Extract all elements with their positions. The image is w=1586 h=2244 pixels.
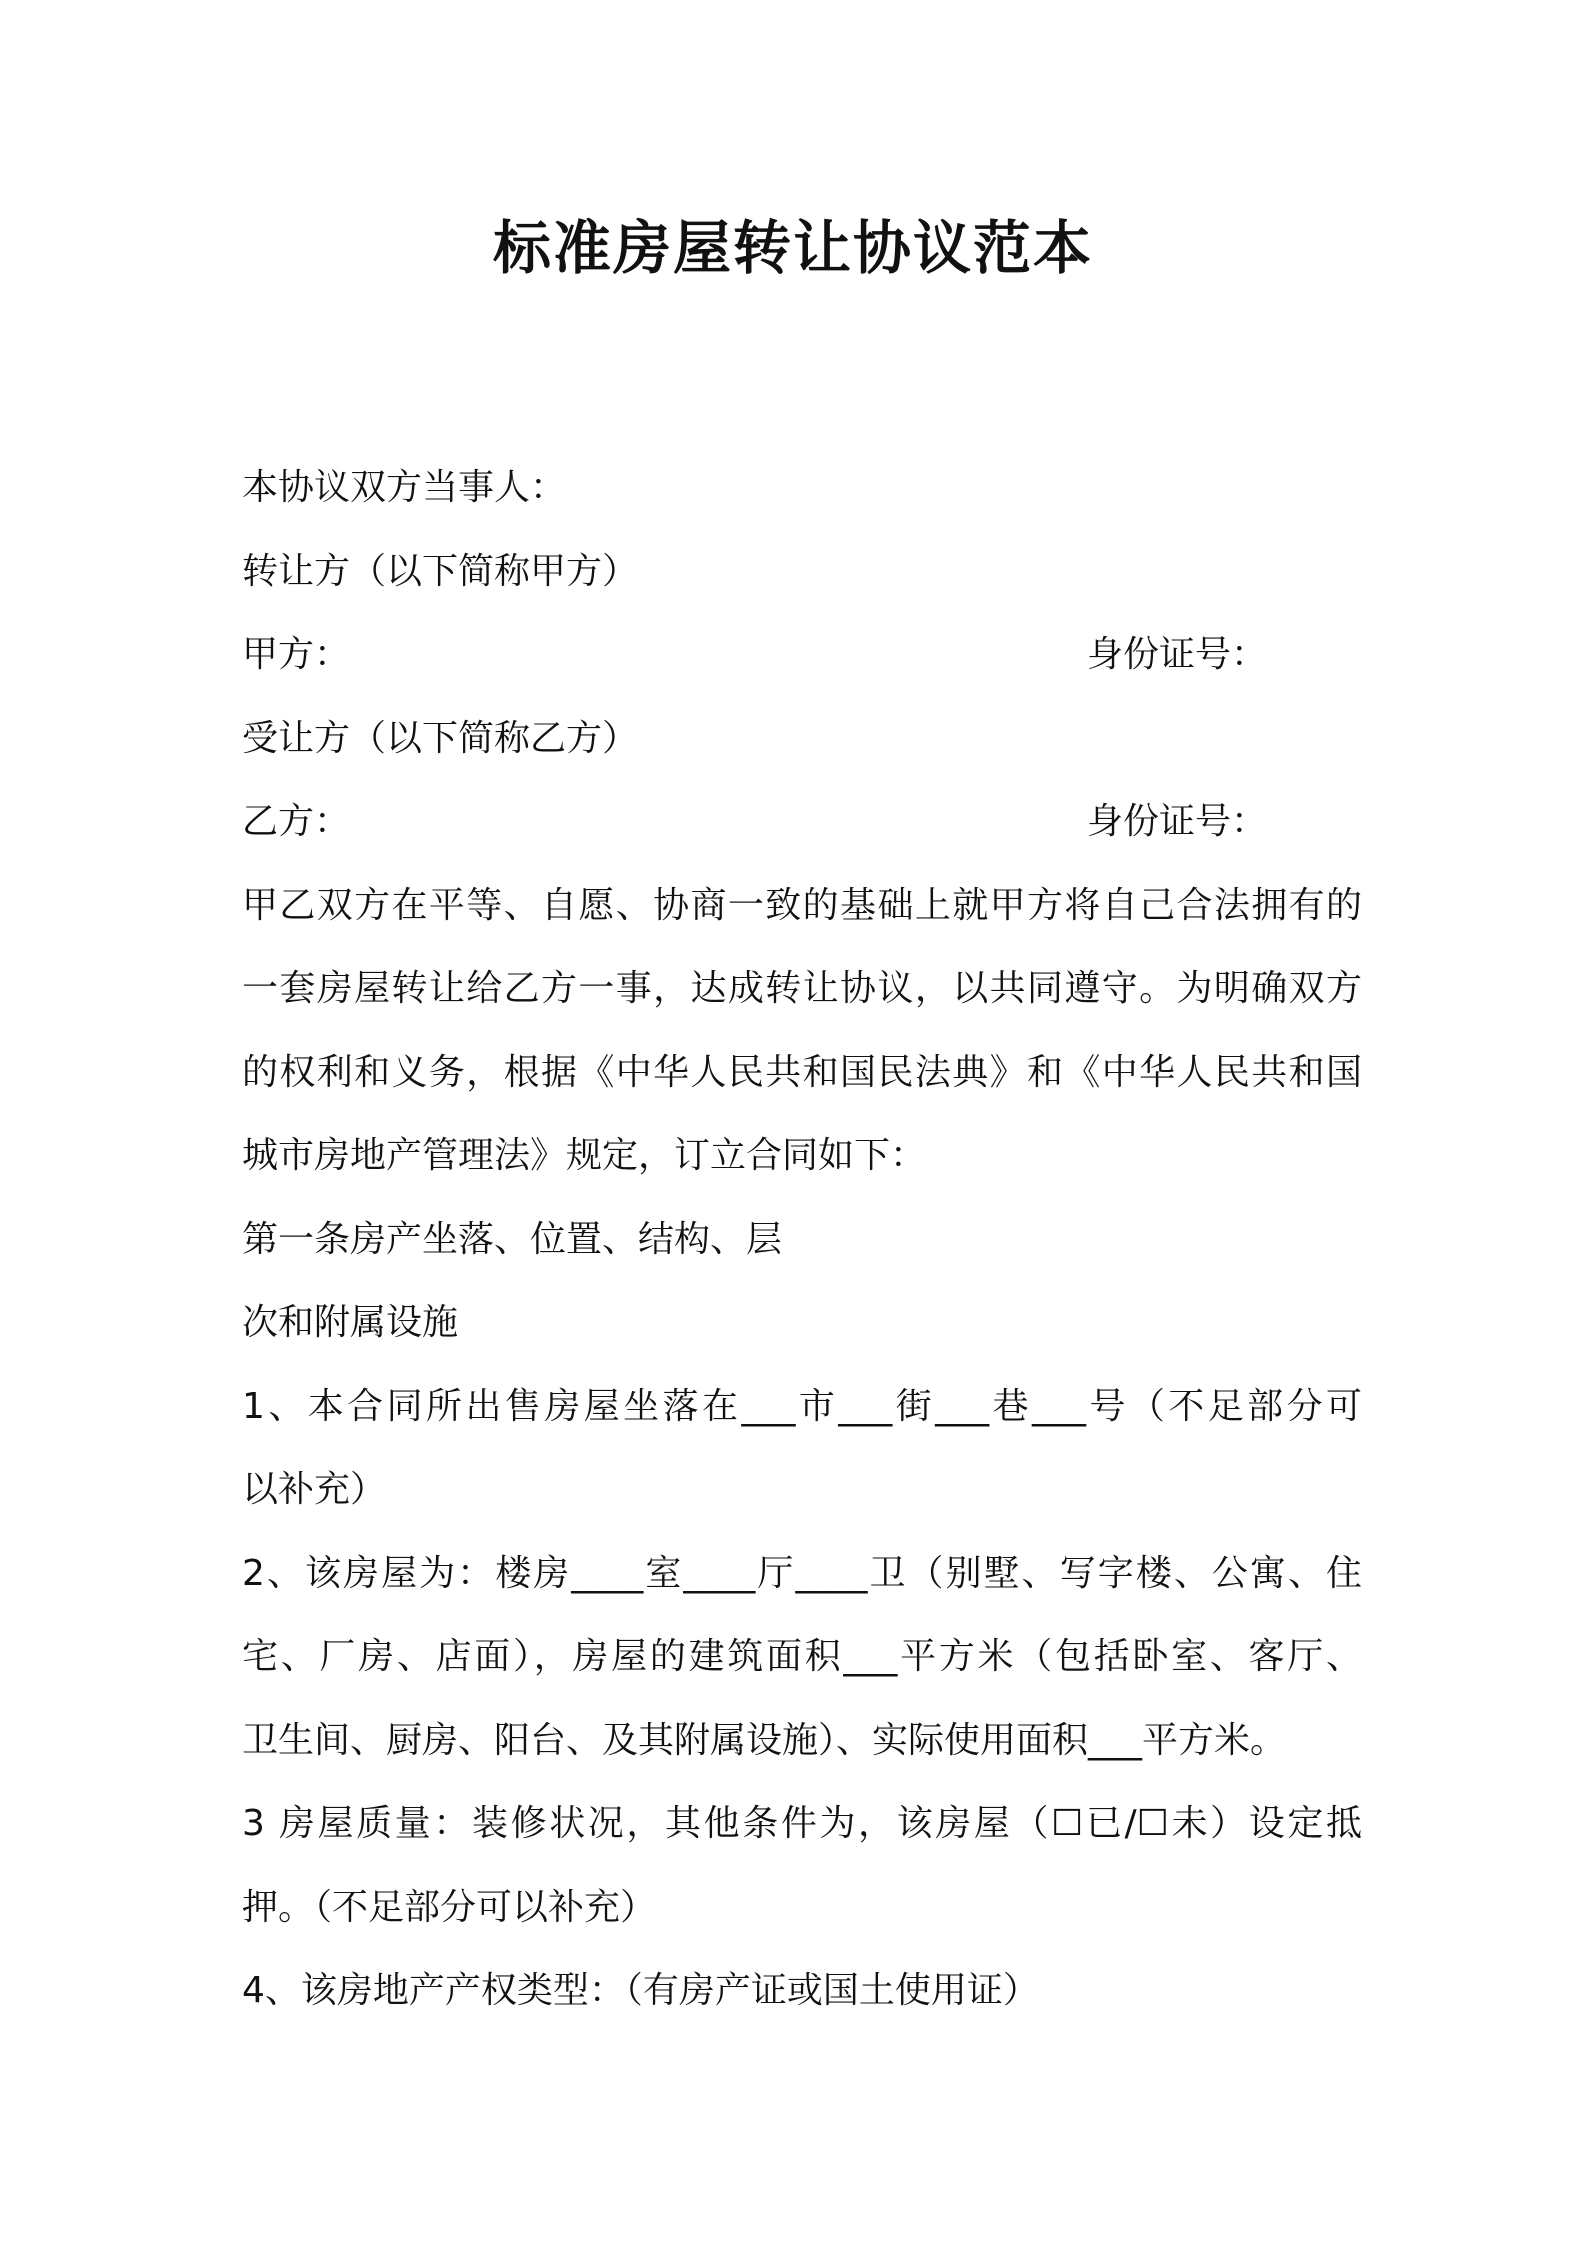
preamble-line-1: 甲乙双方在平等、自愿、协商一致的基础上就甲方将自己合法拥有的: [242, 884, 1362, 926]
item2-line-2: 宅、厂房、店面），房屋的建筑面积___平方米（包括卧室、客厅、: [242, 1636, 1362, 1677]
party-a-id-label: 身份证号：: [1087, 634, 1268, 675]
item2-line-3: 卫生间、厨房、阳台、及其附属设施）、实际使用面积___平方米。: [242, 1719, 1287, 1761]
preamble-line-3: 的权利和义务，根据《中华人民共和国民法典》和《中华人民共和国: [242, 1051, 1362, 1093]
article1-heading-line-1: 第一条房产坐落、位置、结构、层: [242, 1218, 783, 1260]
item4-line-1: 4、该房地产产权类型：（有房产证或国土使用证）: [242, 1970, 1039, 2011]
article1-heading-line-2: 次和附属设施: [242, 1302, 459, 1343]
preamble-line-4: 城市房地产管理法》规定，订立合同如下：: [242, 1135, 927, 1176]
transferee-heading: 受让方（以下简称乙方）: [242, 717, 639, 759]
party-a-label: 甲方：: [242, 634, 351, 675]
party-b-label: 乙方：: [242, 801, 351, 842]
item1-line-2: 以补充）: [242, 1469, 387, 1510]
document-body: [242, 446, 1362, 2033]
document-title: 标准房屋转让协议范本: [492, 214, 1093, 282]
item2-line-1: 2、该房屋为：楼房____室____厅____卫（别墅、写字楼、公寓、住: [242, 1552, 1362, 1594]
party-a-row: [242, 613, 1362, 697]
item1-line-1: 1、本合同所出售房屋坐落在___市___街___巷___号（不足部分可: [242, 1385, 1362, 1427]
item3-line-1: 3 房屋质量：装修状况，其他条件为，该房屋（☐已/☐未）设定抵: [242, 1803, 1362, 1844]
item3-line-2: 押。（不足部分可以补充）: [242, 1886, 657, 1928]
preamble-line-2: 一套房屋转让给乙方一事，达成转让协议，以共同遵守。为明确双方: [242, 968, 1362, 1009]
party-b-id-label: 身份证号：: [1087, 801, 1268, 842]
parties-intro: 本协议双方当事人：: [242, 467, 567, 508]
transferor-heading: 转让方（以下简称甲方）: [242, 550, 639, 592]
party-b-row: [242, 780, 1362, 864]
